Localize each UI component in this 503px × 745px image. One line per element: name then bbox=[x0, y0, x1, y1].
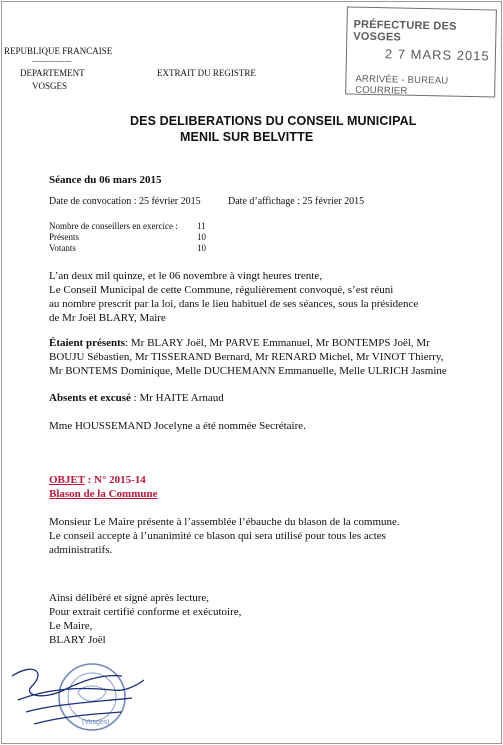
department-label: DEPARTEMENT bbox=[20, 68, 85, 78]
secretary-line: Mme HOUSSEMAND Jocelyne a été nommée Secrétaire. bbox=[49, 420, 306, 432]
absents-label: Absents et excusé bbox=[49, 392, 131, 404]
presents-text-1: : Mr BLARY Joël, Mr PARVE Emmanuel, Mr BONTEMPS Joël, Mr bbox=[125, 337, 430, 349]
presents-label: Étaient présents bbox=[49, 337, 126, 349]
intro-line-2: Le Conseil Municipal de cette Commune, régulièrement convoqué, s’est réuni bbox=[49, 284, 394, 296]
presents-line-2: BOUJU Sébastien, Mr TISSERAND Bernard, Mr RENARD Michel, Mr VINOT Thierry, bbox=[49, 351, 444, 363]
absents-text: : Mr HAITE Arnaud bbox=[130, 392, 224, 404]
objet-number: : N° 2015-14 bbox=[84, 474, 146, 486]
intro-line-3: au nombre prescrit par la loi, dans le lieu habituel de ses séances, sous la présidence bbox=[49, 298, 419, 310]
objet-line bbox=[49, 474, 146, 486]
closing-line-1: Ainsi délibéré et signé après lecture, bbox=[49, 592, 210, 604]
title-commune: MENIL SUR BELVITTE bbox=[180, 130, 314, 144]
vosges-label: VOSGES bbox=[32, 81, 68, 91]
header-dashes: ----------------- bbox=[32, 57, 72, 65]
intro-line-1: L’an deux mil quinze, et le 06 novembre à vingt heures trente, bbox=[49, 270, 322, 282]
decision-line-1: Monsieur Le Maire présente à l’assemblée l’ébauche du blason de la commune. bbox=[49, 516, 400, 528]
count-value-votants: 10 bbox=[197, 243, 206, 253]
seance-title: Séance du 06 mars 2015 bbox=[49, 174, 162, 186]
affichage-date: Date d’affichage : 25 février 2015 bbox=[228, 196, 365, 207]
closing-line-3: Le Maire, bbox=[49, 620, 93, 632]
prefecture-stamp bbox=[345, 6, 497, 97]
extract-label: EXTRAIT DU REGISTRE bbox=[157, 68, 256, 78]
republic-label: REPUBLIQUE FRANCAISE bbox=[4, 46, 113, 56]
decision-line-3: administratifs. bbox=[49, 544, 113, 556]
closing-line-4: BLARY Joël bbox=[49, 634, 106, 646]
intro-line-4: de Mr Joël BLARY, Maire bbox=[49, 312, 166, 324]
convocation-date: Date de convocation : 25 février 2015 bbox=[49, 196, 201, 207]
count-value-presents: 10 bbox=[197, 232, 206, 242]
count-label-exercice: Nombre de conseillers en exercice : bbox=[49, 221, 178, 231]
stamp-arrivee: ARRIVÉE - BUREAU COURRIER bbox=[355, 73, 449, 97]
presents-line-1 bbox=[49, 337, 430, 349]
objet-subject: Blason de la Commune bbox=[49, 488, 158, 500]
stamp-date: 2 7 MARS 2015 bbox=[384, 46, 490, 64]
count-label-presents: Présents bbox=[49, 232, 79, 242]
count-value-exercice: 11 bbox=[197, 221, 206, 231]
count-label-votants: Votants bbox=[49, 243, 76, 253]
decision-line-2: Le conseil accepte à l’unanimité ce blason qui sera utilisé pour tous les actes bbox=[49, 530, 386, 542]
signature-seal-graphic bbox=[4, 654, 154, 740]
document-page bbox=[1, 1, 502, 744]
title-deliberations: DES DELIBERATIONS DU CONSEIL MUNICIPAL bbox=[130, 114, 417, 128]
presents-line-3: Mr BONTEMS Dominique, Melle DUCHEMANN Emmanuelle, Melle ULRICH Jasmine bbox=[49, 365, 447, 377]
objet-label: OBJET bbox=[49, 474, 85, 486]
stamp-prefecture: PRÉFECTURE DES VOSGES bbox=[353, 18, 457, 44]
municipal-seal bbox=[59, 664, 125, 730]
seal-text: (Vosges) bbox=[82, 719, 110, 726]
absents-line bbox=[49, 392, 224, 404]
closing-line-2: Pour extrait certifié conforme et exécutoire, bbox=[49, 606, 242, 618]
